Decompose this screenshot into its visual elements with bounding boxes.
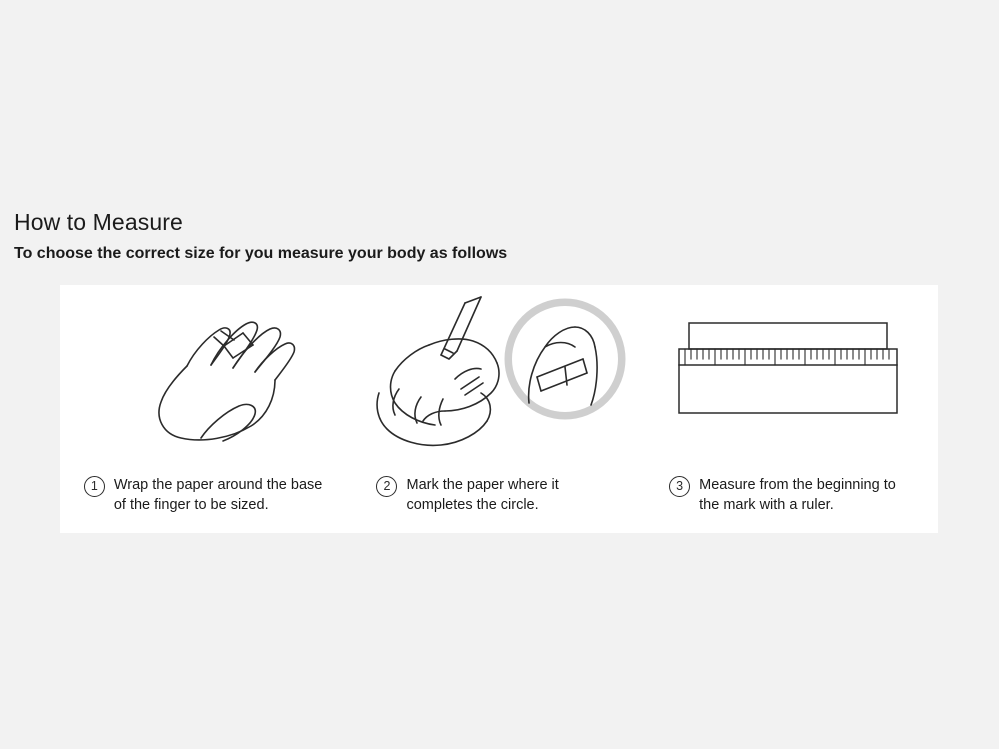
page-title: How to Measure	[14, 209, 183, 235]
step-3-text: Measure from the beginning to the mark with a ruler.	[699, 477, 896, 513]
step-2	[353, 285, 646, 533]
hand-marking-paper-icon	[353, 293, 646, 463]
step-2-text: Mark the paper where it completes the circle.	[406, 477, 559, 513]
step-1-text: Wrap the paper around the base of the finger to be sized.	[113, 477, 323, 513]
step-1-number: 1	[84, 476, 105, 497]
ruler-measuring-icon	[645, 293, 938, 463]
step-3-caption	[645, 475, 938, 515]
steps-panel	[60, 285, 938, 533]
page-subtitle: To choose the correct size for you measure your body as follows	[14, 245, 508, 262]
step-1-caption	[60, 475, 353, 515]
step-2-number: 2	[376, 476, 397, 497]
steps-list	[60, 285, 938, 533]
step-1	[60, 285, 353, 533]
step-3	[645, 285, 938, 533]
step-3-number: 3	[669, 476, 690, 497]
hand-with-paper-strip-icon	[60, 293, 353, 463]
step-2-caption	[353, 475, 646, 515]
